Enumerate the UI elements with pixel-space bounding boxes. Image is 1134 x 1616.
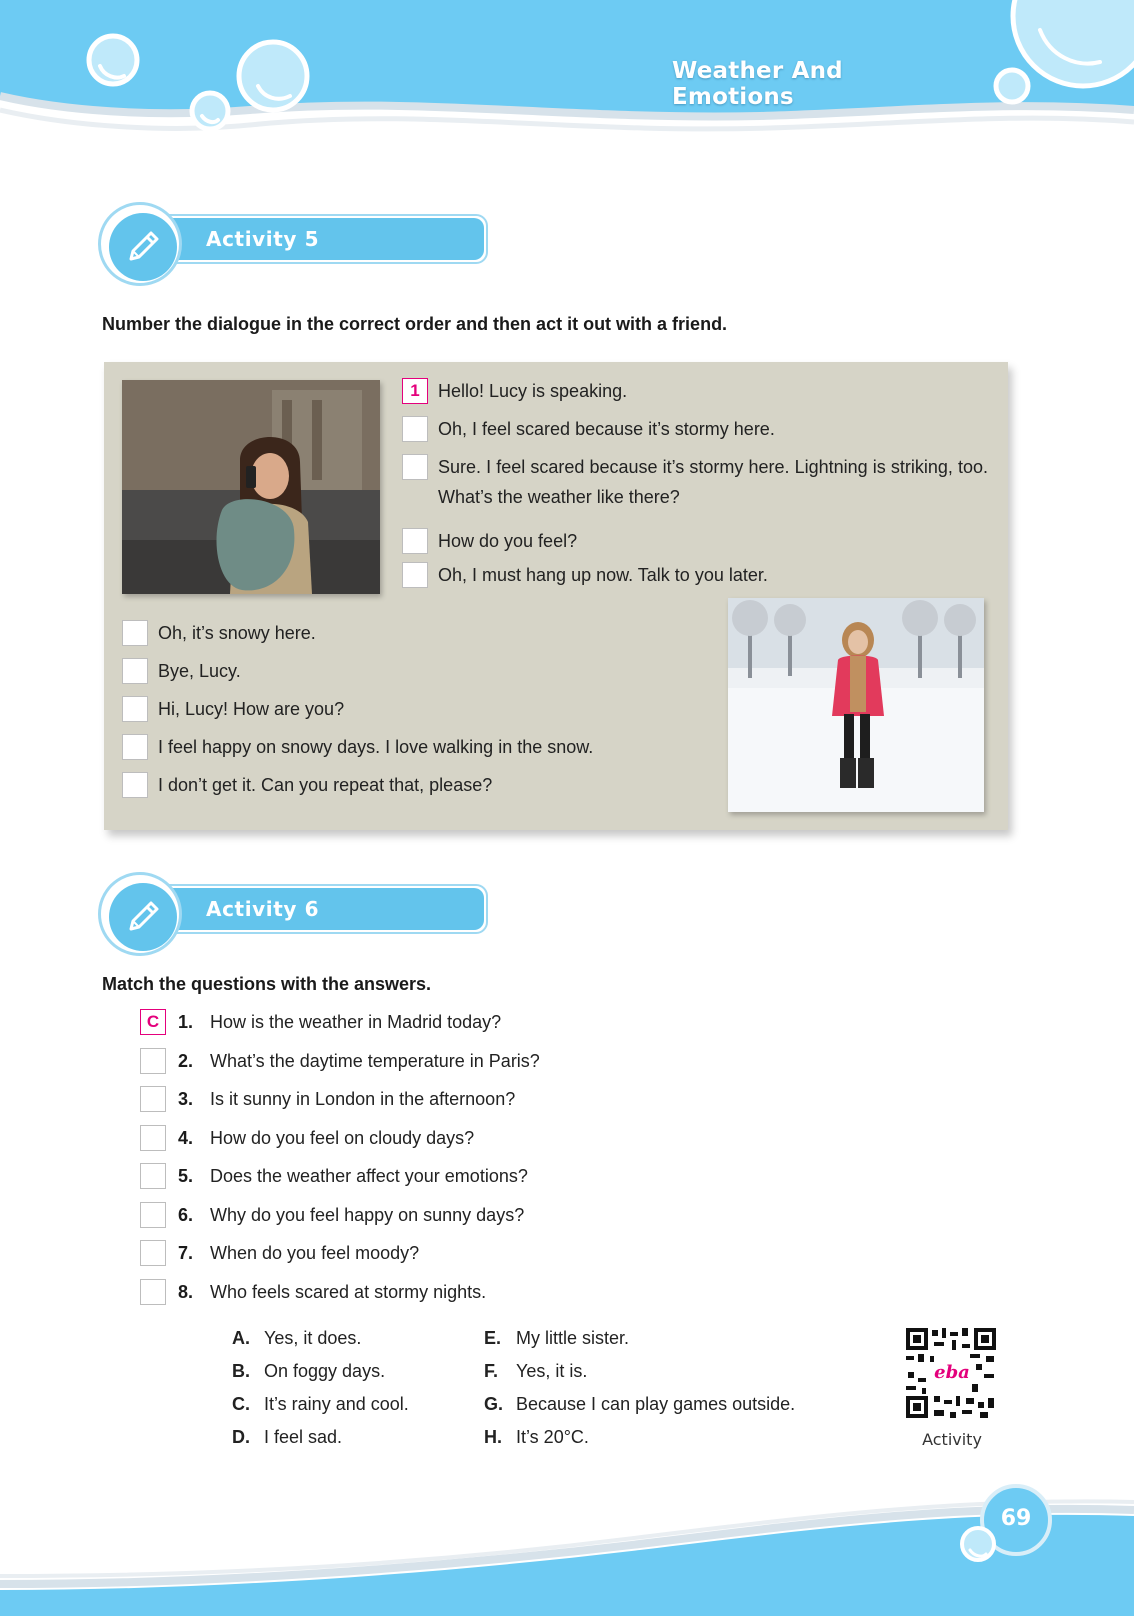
eba-logo: eba bbox=[934, 1362, 970, 1383]
question-text: What’s the daytime temperature in Paris? bbox=[210, 1050, 540, 1071]
qr-label: Activity bbox=[922, 1430, 982, 1449]
question-text: Is it sunny in London in the afternoon? bbox=[210, 1088, 516, 1109]
dialogue-line bbox=[122, 658, 241, 686]
answer-letter: A. bbox=[232, 1328, 250, 1348]
question-number: 7. bbox=[178, 1242, 194, 1263]
activity-5-label: Activity 5 bbox=[206, 227, 320, 251]
question-number: 5. bbox=[178, 1165, 194, 1186]
order-box[interactable] bbox=[122, 696, 148, 722]
order-box[interactable] bbox=[122, 772, 148, 798]
answer-option bbox=[232, 1427, 342, 1448]
answer-text: I feel sad. bbox=[264, 1427, 343, 1447]
question-row bbox=[140, 1162, 528, 1190]
dialogue-text: Hi, Lucy! How are you? bbox=[158, 699, 345, 719]
question-text: How is the weather in Madrid today? bbox=[210, 1011, 502, 1032]
answer-text: It’s rainy and cool. bbox=[264, 1394, 409, 1414]
dialogue-line bbox=[122, 696, 344, 724]
dialogue-text: Hello! Lucy is speaking. bbox=[438, 381, 628, 401]
answer-option bbox=[232, 1394, 409, 1415]
question-number: 8. bbox=[178, 1281, 194, 1302]
dialogue-line bbox=[122, 620, 316, 648]
dialogue-line bbox=[122, 772, 492, 800]
answer-option bbox=[484, 1361, 587, 1382]
activity-5-instruction: Number the dialogue in the correct order and then act it out with a friend. bbox=[102, 314, 728, 334]
activity-5-badge bbox=[98, 202, 398, 282]
scared-woman-photo bbox=[122, 380, 380, 594]
answer-box[interactable] bbox=[140, 1163, 166, 1189]
dialogue-text: I feel happy on snowy days. I love walking in the snow. bbox=[158, 737, 594, 757]
answer-box[interactable] bbox=[140, 1086, 166, 1112]
activity-6-instruction: Match the questions with the answers. bbox=[102, 974, 432, 994]
answer-text: Yes, it does. bbox=[264, 1328, 362, 1348]
footer-banner bbox=[0, 1480, 1134, 1616]
dialogue-text: Oh, I feel scared because it’s stormy here. bbox=[438, 419, 775, 439]
dialogue-text: Oh, I must hang up now. Talk to you later. bbox=[438, 565, 768, 585]
question-row bbox=[140, 1008, 501, 1036]
dialogue-line bbox=[402, 378, 992, 406]
question-row bbox=[140, 1085, 515, 1113]
pencil-icon bbox=[123, 227, 163, 267]
question-number: 2. bbox=[178, 1050, 194, 1071]
answer-box[interactable] bbox=[140, 1240, 166, 1266]
page-number: 69 bbox=[1000, 1506, 1032, 1531]
question-row bbox=[140, 1239, 419, 1267]
answer-box[interactable]: C bbox=[140, 1009, 166, 1035]
answer-text: It’s 20°C. bbox=[516, 1427, 589, 1447]
snow-girl-photo bbox=[728, 598, 984, 812]
pencil-icon bbox=[123, 897, 163, 937]
question-number: 3. bbox=[178, 1088, 194, 1109]
activity-6-badge bbox=[98, 872, 398, 952]
page-header-title: Weather And Emotions bbox=[672, 58, 843, 110]
order-box[interactable]: 1 bbox=[402, 378, 428, 404]
question-number: 6. bbox=[178, 1204, 194, 1225]
dialogue-line bbox=[402, 454, 992, 512]
order-box[interactable] bbox=[122, 620, 148, 646]
question-text: When do you feel moody? bbox=[210, 1242, 420, 1263]
question-row bbox=[140, 1124, 474, 1152]
answer-option bbox=[484, 1427, 589, 1448]
answer-box[interactable] bbox=[140, 1125, 166, 1151]
answer-text: My little sister. bbox=[516, 1328, 630, 1348]
dialogue-text: Bye, Lucy. bbox=[158, 661, 241, 681]
answer-box[interactable] bbox=[140, 1048, 166, 1074]
order-box[interactable] bbox=[402, 416, 428, 442]
answer-letter: B. bbox=[232, 1361, 250, 1381]
answer-box[interactable] bbox=[140, 1202, 166, 1228]
answer-option bbox=[484, 1394, 795, 1415]
answer-letter: H. bbox=[484, 1427, 502, 1447]
dialogue-line bbox=[402, 528, 992, 556]
question-text: Who feels scared at stormy nights. bbox=[210, 1281, 487, 1302]
question-number: 1. bbox=[178, 1011, 194, 1032]
answer-option bbox=[232, 1328, 361, 1349]
answer-text: On foggy days. bbox=[264, 1361, 386, 1381]
answer-text: Yes, it is. bbox=[516, 1361, 588, 1381]
question-row bbox=[140, 1201, 524, 1229]
dialogue-line bbox=[402, 562, 992, 590]
question-text: Does the weather affect your emotions? bbox=[210, 1165, 528, 1186]
answer-letter: E. bbox=[484, 1328, 502, 1348]
dialogue-text: I don’t get it. Can you repeat that, please? bbox=[158, 775, 493, 795]
question-text: How do you feel on cloudy days? bbox=[210, 1127, 475, 1148]
dialogue-line bbox=[122, 734, 593, 762]
answer-letter: D. bbox=[232, 1427, 250, 1447]
answer-option bbox=[484, 1328, 629, 1349]
answer-text: Because I can play games outside. bbox=[516, 1394, 796, 1414]
order-box[interactable] bbox=[402, 454, 428, 480]
question-number: 4. bbox=[178, 1127, 194, 1148]
order-box[interactable] bbox=[122, 658, 148, 684]
dialogue-text: Oh, it’s snowy here. bbox=[158, 623, 316, 643]
question-row bbox=[140, 1278, 486, 1306]
answer-letter: C. bbox=[232, 1394, 250, 1414]
question-text: Why do you feel happy on sunny days? bbox=[210, 1204, 525, 1225]
answer-box[interactable] bbox=[140, 1279, 166, 1305]
order-box[interactable] bbox=[122, 734, 148, 760]
dialogue-line bbox=[402, 416, 992, 444]
activity-6-label: Activity 6 bbox=[206, 897, 320, 921]
answer-letter: F. bbox=[484, 1361, 499, 1381]
dialogue-text: Sure. I feel scared because it’s stormy here. Lightning is striking, too. What’s the weather like there? bbox=[438, 457, 988, 507]
order-box[interactable] bbox=[402, 528, 428, 554]
question-row bbox=[140, 1047, 540, 1075]
answer-letter: G. bbox=[484, 1394, 504, 1414]
dialogue-text: How do you feel? bbox=[438, 531, 578, 551]
answer-option bbox=[232, 1361, 385, 1382]
order-box[interactable] bbox=[402, 562, 428, 588]
